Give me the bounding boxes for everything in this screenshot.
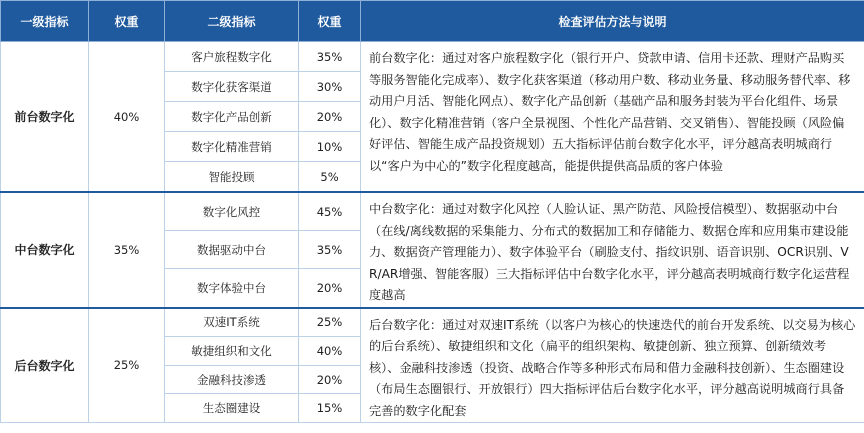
level2-name: 敏捷组织和文化	[165, 337, 299, 366]
level2-weight: 30%	[299, 72, 361, 102]
level2-weight: 15%	[299, 394, 361, 423]
group-description: 前台数字化：通过对客户旅程数字化（银行开户、贷款申请、信用卡还款、理财产品购买等服务智能化完成率）、数字化获客渠道（移动用户数、移动业务量、移动服务替代率、移动用户月活、智能化网点）、数字化产品创新（基础产品和服务封装为平台化组件、场景化）、数字化精准营销（客户全景视图、个性化产品营销、交叉销售）、智能投顾（风险偏好评估、智能生成产品投资规划）五大指标评估前台数字化水平，评分越高表明城商行以“客户为中心的”数字化程度越高，能提供提供高品质的客户体验	[361, 42, 864, 193]
header-row	[1, 1, 864, 42]
level2-weight: 5%	[299, 162, 361, 193]
table-row	[1, 42, 864, 72]
group-description: 后台数字化：通过对双速IT系统（以客户为核心的快速迭代的前台开发系统、以交易为核心的后台系统）、敏捷组织和文化（扁平的组织架构、敏捷创新、独立预算、创新绩效考核）、金融科技渗透（投资、战略合作等多种形式布局和借力金融科技创新）、生态圈建设（布局生态圈银行、开放银行）四大指标评估后台数字化水平，评分越高说明城商行具备完善的数字化配套	[361, 308, 864, 423]
level2-weight: 35%	[299, 231, 361, 269]
level2-weight: 25%	[299, 308, 361, 337]
level1-name: 后台数字化	[1, 308, 89, 423]
level2-name: 生态圈建设	[165, 394, 299, 423]
header-level1: 一级指标	[1, 1, 89, 42]
level2-name: 数字化风控	[165, 192, 299, 231]
level2-name: 智能投顾	[165, 162, 299, 193]
table-row	[1, 192, 864, 231]
level2-name: 金融科技渗透	[165, 365, 299, 394]
level2-weight: 20%	[299, 102, 361, 132]
level2-name: 数字化获客渠道	[165, 72, 299, 102]
level2-weight: 10%	[299, 132, 361, 162]
level1-name: 前台数字化	[1, 42, 89, 193]
level2-weight: 20%	[299, 269, 361, 308]
level2-name: 数字化精准营销	[165, 132, 299, 162]
level2-name: 数据驱动中台	[165, 231, 299, 269]
level1-weight: 40%	[89, 42, 165, 193]
header-weight2: 权重	[299, 1, 361, 42]
level2-weight: 40%	[299, 337, 361, 366]
group-description: 中台数字化：通过对数字化风控（人脸认证、黑产防范、风险授信模型）、数据驱动中台（在线/离线数据的采集能力、分布式的数据加工和存储能力、数据仓库和应用集市建设能力、数据资产管理能力）、数字体验平台（刷脸支付、指纹识别、语音识别、OCR识别、VR/AR增强、智能客服）三大指标评估中台数字化水平，评分越高表明城商行数字化运营程度越高	[361, 192, 864, 308]
level1-weight: 35%	[89, 192, 165, 308]
level1-weight: 25%	[89, 308, 165, 423]
level2-name: 数字化产品创新	[165, 102, 299, 132]
header-description: 检查评估方法与说明	[361, 1, 864, 42]
table-row	[1, 308, 864, 337]
level2-weight: 45%	[299, 192, 361, 231]
level2-name: 客户旅程数字化	[165, 42, 299, 72]
level2-name: 双速IT系统	[165, 308, 299, 337]
level2-weight: 35%	[299, 42, 361, 72]
level2-name: 数字体验中台	[165, 269, 299, 308]
header-weight1: 权重	[89, 1, 165, 42]
header-level2: 二级指标	[165, 1, 299, 42]
level1-name: 中台数字化	[1, 192, 89, 308]
level2-weight: 20%	[299, 365, 361, 394]
